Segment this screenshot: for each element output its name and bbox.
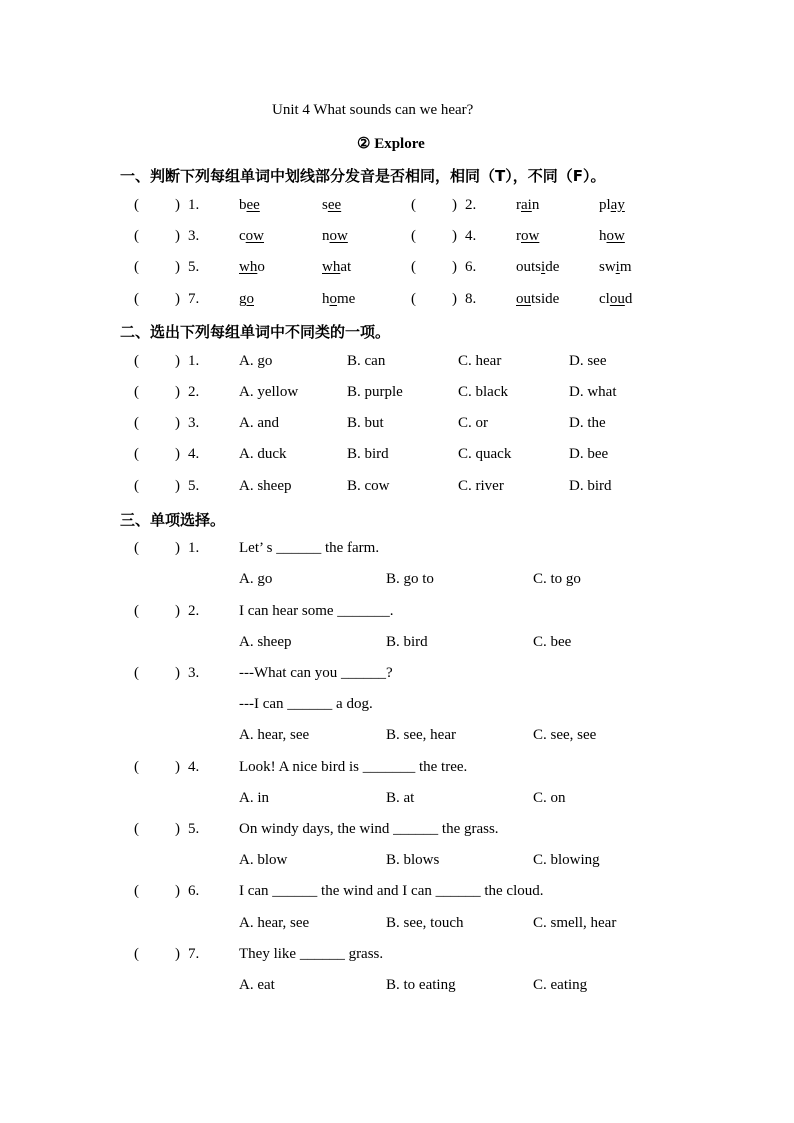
underlined-letters: ee: [327, 197, 342, 213]
answer-paren-open: (: [134, 259, 139, 275]
underlined-letters: i: [615, 259, 620, 275]
answer-paren-open: (: [134, 603, 139, 619]
word: [322, 291, 355, 308]
answer-paren-close: ): [452, 228, 457, 244]
option-a: A. yellow: [239, 384, 299, 400]
options-row: [0, 790, 794, 812]
underlined-letters: o: [329, 291, 337, 307]
underlined-letters: ow: [606, 228, 625, 244]
option-c: C. hear: [458, 353, 502, 369]
word-part: o: [257, 259, 265, 275]
question-text: On windy days, the wind ______ the grass.: [239, 821, 499, 837]
word: [516, 259, 559, 276]
option-b: B. to eating: [386, 977, 456, 993]
question-number: 2.: [188, 384, 200, 400]
word: [322, 259, 351, 276]
question-number: 4.: [465, 228, 477, 244]
word-part: d: [624, 291, 633, 307]
page-subtitle: ② Explore: [357, 136, 425, 152]
pair-row: [0, 228, 794, 250]
options-row: [0, 634, 794, 656]
word-part: cl: [599, 291, 610, 307]
option-c: C. see, see: [533, 727, 597, 743]
option-c: C. black: [458, 384, 508, 400]
word-part: n: [531, 197, 540, 213]
question-number: 7.: [188, 946, 200, 962]
question-row: [0, 946, 794, 968]
answer-paren-close: ): [175, 759, 180, 775]
option-d: D. what: [569, 384, 617, 400]
answer-paren-open: (: [411, 259, 416, 275]
underlined-letters: ee: [246, 197, 260, 213]
answer-paren-close: ): [175, 946, 180, 962]
answer-paren-open: (: [134, 291, 139, 307]
answer-paren-open: (: [411, 228, 416, 244]
question-text: ---I can ______ a dog.: [239, 696, 373, 712]
answer-paren-open: (: [134, 197, 139, 213]
answer-paren-open: (: [411, 291, 416, 307]
option-b: B. but: [347, 415, 384, 431]
option-a: A. sheep: [239, 634, 292, 650]
word-part: outs: [516, 259, 542, 275]
question-number: 1.: [188, 540, 200, 556]
underlined-letters: wh: [322, 259, 341, 275]
answer-paren-close: ): [175, 821, 180, 837]
word-part: s: [322, 197, 328, 213]
pair-row: [0, 259, 794, 281]
option-d: D. bird: [569, 478, 612, 494]
underlined-letters: ow: [245, 228, 265, 244]
option-c: C. river: [458, 478, 504, 494]
answer-paren-open: (: [134, 883, 139, 899]
question-number: 6.: [188, 883, 200, 899]
option-c: C. or: [458, 415, 488, 431]
question-text-line-2: [0, 696, 794, 718]
word: [322, 197, 341, 214]
section-1-heading: 一、判断下列每组单词中划线部分发音是否相同，相同（T），不同（F）。: [120, 167, 606, 185]
answer-paren-open: (: [411, 197, 416, 213]
answer-paren-open: (: [134, 478, 139, 494]
answer-paren-open: (: [134, 540, 139, 556]
answer-paren-open: (: [134, 665, 139, 681]
word-part: at: [340, 259, 352, 275]
option-a: A. hear, see: [239, 915, 310, 931]
word: [599, 291, 632, 308]
options-row: [0, 852, 794, 874]
answer-paren-close: ): [175, 353, 180, 369]
option-a: A. duck: [239, 446, 287, 462]
option-c: C. on: [533, 790, 566, 806]
page-title: Unit 4 What sounds can we hear?: [272, 102, 474, 118]
option-d: D. see: [569, 353, 607, 369]
word-part: me: [337, 291, 356, 307]
options-row: [0, 571, 794, 593]
option-c: C. blowing: [533, 852, 600, 868]
option-b: B. cow: [347, 478, 390, 494]
option-b: B. go to: [386, 571, 434, 587]
question-row: [0, 540, 794, 562]
answer-paren-close: ): [175, 540, 180, 556]
underlined-letters: ai: [521, 197, 532, 213]
question-number: 2.: [465, 197, 477, 213]
question-number: 4.: [188, 759, 200, 775]
question-number: 7.: [188, 291, 200, 307]
question-number: 3.: [188, 228, 200, 244]
question-row: [0, 415, 794, 437]
underlined-letters: ow: [521, 228, 540, 244]
underlined-letters: o: [246, 291, 254, 307]
question-row: [0, 821, 794, 843]
word-part: c: [239, 228, 246, 244]
answer-paren-open: (: [134, 228, 139, 244]
answer-paren-open: (: [134, 446, 139, 462]
answer-paren-close: ): [175, 259, 180, 275]
answer-paren-close: ): [452, 291, 457, 307]
section-3-heading: 三、单项选择。: [120, 511, 226, 529]
word-part: h: [599, 228, 607, 244]
options-row: [0, 915, 794, 937]
underlined-letters: i: [541, 259, 546, 275]
question-text: Let’ s ______ the farm.: [239, 540, 380, 556]
word-part: r: [516, 197, 521, 213]
underlined-letters: ou: [609, 291, 625, 307]
word: [239, 291, 254, 308]
section-2-heading: 二、选出下列每组单词中不同类的一项。: [120, 323, 391, 341]
option-a: A. go: [239, 571, 273, 587]
word: [599, 228, 625, 245]
question-number: 2.: [188, 603, 200, 619]
answer-paren-close: ): [175, 197, 180, 213]
word-part: b: [239, 197, 247, 213]
answer-paren-close: ): [175, 446, 180, 462]
question-row: [0, 883, 794, 905]
word: [599, 259, 632, 276]
answer-paren-close: ): [452, 197, 457, 213]
option-c: C. quack: [458, 446, 512, 462]
word: [516, 228, 539, 245]
option-c: C. to go: [533, 571, 581, 587]
options-row: [0, 977, 794, 999]
answer-paren-close: ): [175, 603, 180, 619]
question-text: Look! A nice bird is _______ the tree.: [239, 759, 468, 775]
answer-paren-close: ): [175, 415, 180, 431]
word: [599, 197, 625, 214]
option-b: B. bird: [347, 446, 389, 462]
question-text: I can ______ the wind and I can ______ the cloud.: [239, 883, 544, 899]
option-a: A. and: [239, 415, 279, 431]
word-part: m: [619, 259, 632, 275]
underlined-letters: ou: [516, 291, 531, 307]
question-row: [0, 446, 794, 468]
answer-paren-close: ): [175, 291, 180, 307]
pair-row: [0, 197, 794, 219]
options-row: [0, 727, 794, 749]
answer-paren-close: ): [175, 478, 180, 494]
word: [516, 197, 539, 214]
option-b: B. see, touch: [386, 915, 464, 931]
answer-paren-close: ): [175, 883, 180, 899]
option-b: B. purple: [347, 384, 403, 400]
answer-paren-close: ): [175, 665, 180, 681]
option-b: B. can: [347, 353, 386, 369]
option-a: A. sheep: [239, 478, 292, 494]
question-number: 5.: [188, 478, 200, 494]
question-row: [0, 665, 794, 687]
word-part: h: [322, 291, 330, 307]
option-b: B. see, hear: [386, 727, 456, 743]
word-part: g: [239, 291, 247, 307]
answer-paren-open: (: [134, 384, 139, 400]
question-number: 5.: [188, 821, 200, 837]
word: [239, 259, 265, 276]
question-text: They like ______ grass.: [239, 946, 384, 962]
answer-paren-close: ): [175, 228, 180, 244]
word: [516, 291, 559, 308]
question-number: 4.: [188, 446, 200, 462]
option-c: C. eating: [533, 977, 588, 993]
question-number: 6.: [465, 259, 477, 275]
option-a: A. eat: [239, 977, 275, 993]
option-b: B. bird: [386, 634, 428, 650]
question-number: 3.: [188, 665, 200, 681]
question-row: [0, 603, 794, 625]
word-part: pl: [599, 197, 611, 213]
answer-paren-open: (: [134, 415, 139, 431]
pair-row: [0, 291, 794, 313]
underlined-letters: ay: [610, 197, 625, 213]
question-text: I can hear some _______.: [239, 603, 394, 619]
answer-paren-close: ): [175, 384, 180, 400]
option-d: D. the: [569, 415, 606, 431]
option-d: D. bee: [569, 446, 609, 462]
word-part: sw: [599, 259, 616, 275]
option-a: A. blow: [239, 852, 288, 868]
answer-paren-close: ): [452, 259, 457, 275]
question-text: ---What can you ______?: [239, 665, 393, 681]
word: [239, 197, 260, 214]
option-a: A. go: [239, 353, 273, 369]
question-number: 3.: [188, 415, 200, 431]
option-b: B. at: [386, 790, 415, 806]
question-row: [0, 759, 794, 781]
option-a: A. in: [239, 790, 269, 806]
question-row: [0, 478, 794, 500]
word: [322, 228, 348, 245]
underlined-letters: wh: [239, 259, 258, 275]
word-part: tside: [531, 291, 560, 307]
question-row: [0, 353, 794, 375]
answer-paren-open: (: [134, 759, 139, 775]
option-a: A. hear, see: [239, 727, 310, 743]
question-number: 1.: [188, 353, 200, 369]
question-number: 5.: [188, 259, 200, 275]
answer-paren-open: (: [134, 353, 139, 369]
word-part: n: [322, 228, 330, 244]
question-number: 8.: [465, 291, 477, 307]
question-row: [0, 384, 794, 406]
underlined-letters: ow: [329, 228, 348, 244]
word-part: de: [545, 259, 560, 275]
word: [239, 228, 264, 245]
option-b: B. blows: [386, 852, 440, 868]
option-c: C. bee: [533, 634, 572, 650]
answer-paren-open: (: [134, 821, 139, 837]
word-part: r: [516, 228, 521, 244]
answer-paren-open: (: [134, 946, 139, 962]
option-c: C. smell, hear: [533, 915, 617, 931]
question-number: 1.: [188, 197, 200, 213]
